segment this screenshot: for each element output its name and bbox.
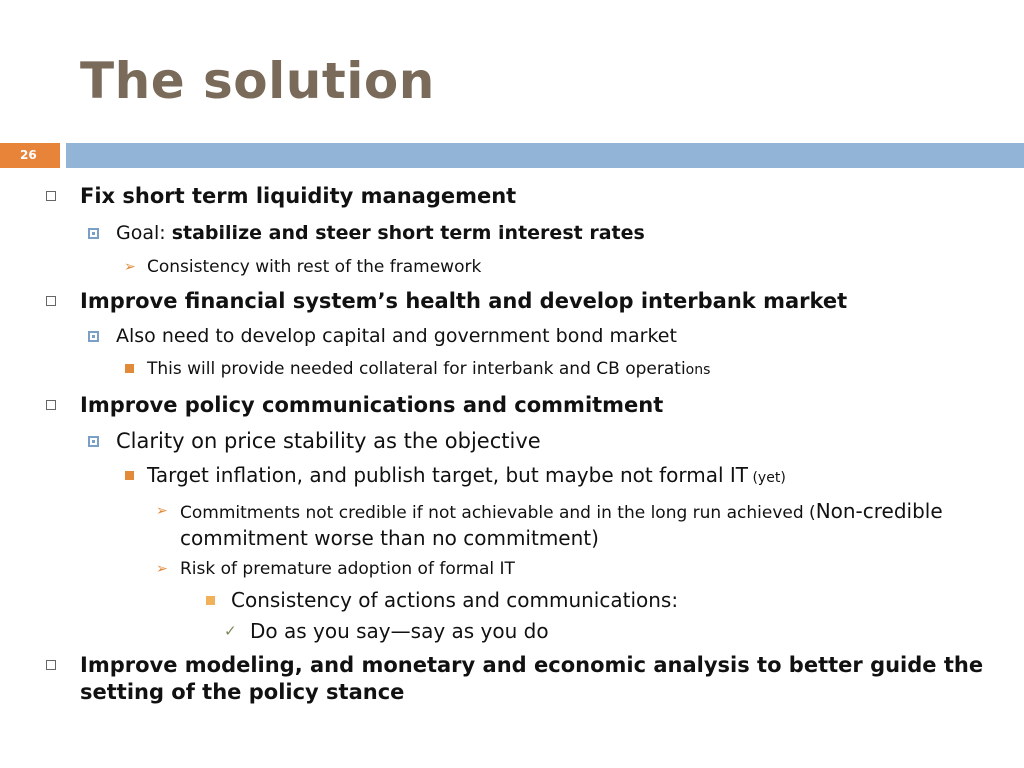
hollow-square-bullet-icon	[46, 191, 56, 201]
arrowhead-bullet-icon: ➢	[124, 259, 136, 275]
hollow-square-bullet-icon	[46, 296, 56, 306]
bullet-item	[0, 183, 1024, 210]
bullet-item	[0, 557, 1024, 582]
bullet-text	[116, 221, 1024, 246]
bullet-text: Fix short term liquidity management	[80, 184, 517, 208]
bullet-text: Do as you say—say as you do	[250, 619, 549, 643]
bullet-item	[0, 357, 1024, 382]
bullet-text-emphasis: stabilize and steer short term interest rates	[171, 222, 645, 244]
bullet-text	[180, 499, 988, 553]
framed-square-bullet-icon	[88, 331, 99, 342]
bullet-item	[0, 392, 1024, 419]
framed-square-bullet-icon	[88, 228, 99, 239]
bullet-text-tail: (yet)	[748, 470, 786, 486]
bullet-text-tail: ons	[685, 362, 711, 378]
bullet-text: Risk of premature adoption of formal IT	[180, 559, 515, 579]
bullet-item	[0, 586, 1024, 614]
bullet-text-prefix: Goal:	[116, 222, 172, 244]
framed-square-bullet-icon	[88, 436, 99, 447]
bullet-text: Consistency of actions and communications:	[231, 588, 679, 612]
bullet-text: Improve modeling, and monetary and economic analysis to better guide the setting of the policy stance	[80, 653, 984, 704]
bullet-item	[0, 255, 1024, 279]
hollow-square-bullet-icon	[46, 660, 56, 670]
bullet-text: Consistency with rest of the framework	[147, 257, 482, 277]
bullet-item	[0, 221, 1024, 246]
bullet-text	[147, 462, 1024, 492]
slide-title: The solution	[80, 52, 435, 110]
bullet-text-main: Commitments not credible if not achievable and in the long run achieved (	[180, 503, 816, 523]
bullet-list	[0, 180, 1024, 706]
filled-square-bullet-icon	[125, 471, 134, 480]
bullet-text-main: This will provide needed collateral for interbank and CB operati	[147, 359, 686, 379]
bullet-item	[0, 499, 1024, 553]
arrowhead-bullet-icon: ➢	[156, 561, 168, 577]
bullet-text-emphasis: Non-credible commitment worse than no commitment)	[180, 499, 943, 550]
checkmark-bullet-icon: ✓	[224, 622, 237, 640]
bullet-item	[0, 428, 1024, 455]
bullet-item	[0, 288, 1024, 315]
bullet-text	[147, 357, 1024, 382]
header-rule-bar	[66, 143, 1024, 168]
slide-number: 26	[0, 143, 60, 168]
bullet-item	[0, 652, 1024, 706]
bullet-text: Also need to develop capital and government bond market	[116, 325, 677, 347]
bullet-text: Improve financial system’s health and develop interbank market	[80, 289, 848, 313]
hollow-square-bullet-icon	[46, 400, 56, 410]
bullet-text-main: Target inflation, and publish target, but maybe not formal IT	[147, 463, 749, 487]
arrowhead-bullet-icon: ➢	[156, 503, 168, 519]
bullet-item	[0, 462, 1024, 492]
bullet-text: Improve policy communications and commitment	[80, 393, 664, 417]
bullet-item	[0, 617, 1024, 645]
bullet-item	[0, 324, 1024, 349]
filled-square-bullet-icon	[125, 364, 134, 373]
filled-square-bullet-icon	[206, 596, 215, 605]
bullet-text: Clarity on price stability as the objective	[116, 429, 541, 453]
